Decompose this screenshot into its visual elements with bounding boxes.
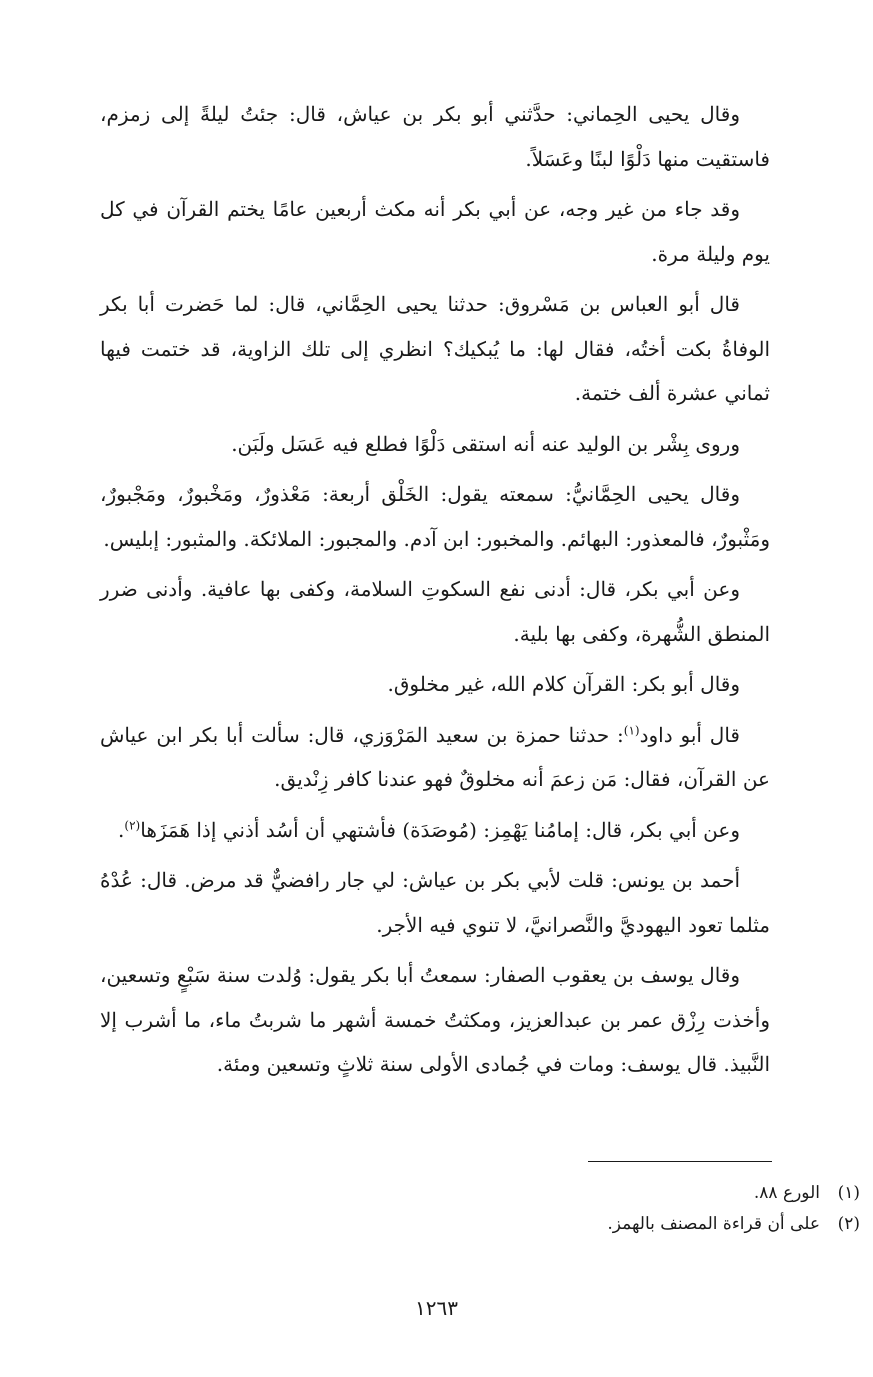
paragraph: أحمد بن يونس: قلت لأبي بكر بن عياش: لي جار رافضيٌّ قد مرض. قال: عُدْهُ مثلما تعود اليهوديَّ والنَّصرانيَّ، لا تنوي فيه الأجر. [100, 868, 770, 937]
footnote-text: على أن قراءة المصنف بالهمز. [607, 1214, 820, 1234]
footnote-number: (١) [837, 1183, 860, 1203]
paragraph-text: وعن أبي بكر، قال: إمامُنا يَهْمِز: (مُوصَدَة) فأشتهي أن أسُد أذني إذا هَمَزَها [140, 817, 740, 842]
paragraph-hamz [100, 808, 770, 853]
footnote-reference: (١) [623, 722, 640, 737]
paragraph: وروى بِشْر بن الوليد عنه أنه استقى دَلْوًا فطلع فيه عَسَل ولَبَن. [231, 431, 740, 456]
main-text [100, 92, 770, 1093]
footnote-item [300, 1209, 860, 1240]
paragraph: وقد جاء من غير وجه، عن أبي بكر أنه مكث أربعين عامًا يختم القرآن في كل يوم وليلة مرة. [100, 197, 770, 266]
paragraph: وقال يحيى الحِمَّانيُّ: سمعته يقول: الخَلْق أربعة: مَعْذورٌ، ومَخْبورٌ، ومَجْبورٌ، ومَثْبورٌ، فالمعذور: البهائم. والمخبور: ابن آدم. والمجبور: الملائكة. والمثبور: إبليس. [100, 482, 770, 551]
paragraph: وقال يحيى الحِماني: حدَّثني أبو بكر بن عياش، قال: جئتُ ليلةً إلى زمزم، فاستقيت منها دَلْوًا لبنًا وعَسَلاً. [100, 102, 770, 171]
page-number: ١٢٦٣ [415, 1296, 458, 1320]
paragraph: وعن أبي بكر، قال: أدنى نفع السكوتِ السلامة، وكفى بها عافية. وأدنى ضرر المنطق الشُّهرة، وكفى بها بلية. [100, 577, 770, 646]
paragraph: وقال أبو بكر: القرآن كلام الله، غير مخلوق. [387, 672, 740, 696]
paragraph: قال أبو العباس بن مَسْروق: حدثنا يحيى الحِمَّاني، قال: لما حَضرت أبا بكر الوفاةُ بكت أختُه، فقال لها: ما يُبكيك؟ انظري إلى تلك الزاوية، قد ختمت فيها ثماني عشرة ألف ختمة. [100, 292, 770, 405]
footnote-reference: (٢) [124, 817, 141, 832]
footnote-divider [588, 1161, 772, 1162]
paragraph-text: . [118, 817, 125, 842]
footnote-text: الورع ٨٨. [753, 1183, 820, 1203]
footnote-item [300, 1178, 860, 1209]
footnote-number: (٢) [837, 1214, 860, 1234]
paragraph: وقال يوسف بن يعقوب الصفار: سمعتُ أبا بكر يقول: وُلدت سنة سَبْعٍ وتسعين، وأخذت رِزْق عمر بن عبدالعزيز، ومكثتُ خمسة أشهر ما شربتُ ماء، ما أشرب إلا النَّبيذ. قال يوسف: ومات في جُمادى الأولى سنة ثلاثٍ وتسعين ومئة. [100, 963, 770, 1076]
footnotes [300, 1178, 860, 1240]
paragraph-text: قال أبو داود [639, 722, 740, 747]
paragraph-text: : حدثنا حمزة بن سعيد المَرْوَزي، قال: سألت أبا بكر ابن عياش عن القرآن، فقال: مَن زعمَ أنه مخلوقٌ فهو عندنا كافر زِنْديق. [100, 722, 770, 791]
paragraph-abu-dawud [100, 713, 770, 802]
